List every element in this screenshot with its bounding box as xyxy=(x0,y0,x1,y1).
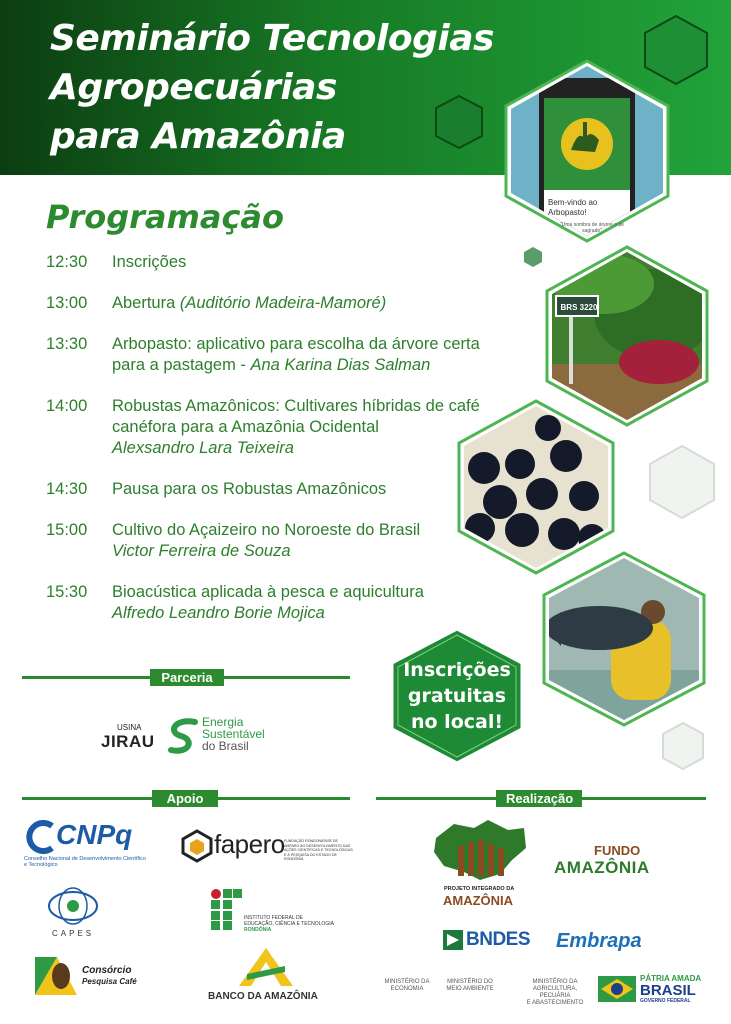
section-label-realizacao: Realização xyxy=(496,790,582,807)
schedule-text: Arbopasto: aplicativo para escolha da árvore certa para a pastagem - xyxy=(112,335,480,374)
jirau-logo: USINA JIRAU xyxy=(101,723,155,751)
schedule-speaker: Alexsandro Lara Teixeira xyxy=(112,439,294,457)
capes-logo-icon xyxy=(46,886,100,928)
bndes-logo-icon xyxy=(442,929,464,951)
schedule-speaker: Victor Ferreira de Souza xyxy=(112,542,291,560)
banco-amazonia-logo-text: BANCO DA AMAZÔNIA xyxy=(208,991,318,1002)
hexagon-decoration xyxy=(523,246,543,268)
schedule-text: Pausa para os Robustas Amazônicos xyxy=(112,480,387,498)
projeto-integrado-logo-text: AMAZÔNIA xyxy=(443,893,514,908)
projeto-integrado-logo-icon xyxy=(430,818,530,886)
projeto-integrado-logo-subtitle: PROJETO INTEGRADO DA xyxy=(444,886,515,892)
cnpq-logo-icon xyxy=(22,820,58,854)
hexagon-decoration xyxy=(434,94,484,150)
fundo-amazonia-logo: FUNDO AMAZÔNIA xyxy=(554,843,650,877)
schedule-time: 13:30 xyxy=(46,335,88,353)
banco-amazonia-logo-icon xyxy=(237,946,295,988)
schedule-text: Inscrições xyxy=(112,253,187,271)
brasil-flag-icon xyxy=(598,976,636,1002)
cnpq-logo-subtitle: Conselho Nacional de Desenvolvimento Científico e Tecnológico xyxy=(24,856,146,868)
brasil-governo-logo: PÁTRIA AMADA BRASIL GOVERNO FEDERAL xyxy=(640,974,702,1004)
embrapa-logo: Embrapa xyxy=(556,930,642,952)
capes-logo-text: CAPES xyxy=(52,929,95,938)
hexagon-decoration xyxy=(661,721,705,771)
ministerio-agricultura: MINISTÉRIO DA AGRICULTURA, PECUÁRIA E ABASTECIMENTO xyxy=(526,979,584,1006)
energia-logo-text: Energia Sustentável do Brasil xyxy=(202,715,265,753)
consorcio-cafe-logo-icon xyxy=(33,955,79,997)
ministerio-economia: MINISTÉRIO DA ECONOMIA xyxy=(384,979,430,992)
phone-greeting: Bem-vindo ao Arbopasto! xyxy=(548,198,598,217)
hexagon-decoration xyxy=(648,444,716,520)
energia-logo-icon xyxy=(165,716,201,756)
page-title: Seminário Tecnologias Agropecuárias para Amazônia xyxy=(50,18,494,157)
sign-code: BRS 3220 xyxy=(560,303,598,312)
schedule-text: Robustas Amazônicos: Cultivares híbridas de café canéfora para a Amazônia Ocidental xyxy=(112,397,480,436)
schedule-text: Bioacústica aplicada à pesca e aquicultura xyxy=(112,583,424,601)
free-registration-text: Inscrições gratuitas no local! xyxy=(403,659,511,733)
fapero-logo-subtitle: FUNDAÇÃO RONDONIENSE DE AMPARO AO DESENVOLVIMENTO DAS AÇÕES CIENTÍFICAS E TECNOLÓGICAS E À PESQUISA DO ESTADO DE RONDÔNIA xyxy=(284,839,353,862)
cnpq-logo-text: CNPq xyxy=(56,819,133,850)
schedule-time: 14:30 xyxy=(46,480,88,498)
fapero-logo-icon xyxy=(180,829,214,863)
schedule-time: 14:00 xyxy=(46,397,88,415)
schedule-time: 12:30 xyxy=(46,253,88,271)
schedule-text: Abertura xyxy=(112,294,180,312)
schedule-text: Cultivo do Açaizeiro no Noroeste do Brasil xyxy=(112,521,421,539)
phone-tagline: "Uma sombra de árvore o pé sagrado" xyxy=(559,222,625,234)
fish-photo-hexagon xyxy=(541,550,707,728)
ministerio-meio-ambiente: MINISTÉRIO DO MEIO AMBIENTE xyxy=(446,979,494,992)
section-label-parceria: Parceria xyxy=(150,669,224,686)
section-label-apoio: Apoio xyxy=(152,790,218,807)
schedule-place: (Auditório Madeira-Mamoré) xyxy=(179,294,387,312)
ifro-logo-text: INSTITUTO FEDERAL DE EDUCAÇÃO, CIÊNCIA E TECNOLOGIA RONDÔNIA xyxy=(244,915,334,933)
schedule-time: 15:00 xyxy=(46,521,88,539)
schedule-speaker: Alfredo Leandro Borie Mojica xyxy=(112,604,325,622)
schedule-speaker: Ana Karina Dias Salman xyxy=(250,356,431,374)
bndes-logo-text: BNDES xyxy=(466,929,531,950)
schedule-time: 13:00 xyxy=(46,294,88,312)
consorcio-cafe-logo-text: Consórcio Pesquisa Café xyxy=(82,965,137,986)
fapero-logo-text: fapero xyxy=(214,829,285,859)
ifro-logo-icon xyxy=(210,888,242,930)
schedule-time: 15:30 xyxy=(46,583,88,601)
schedule-title: Programação xyxy=(46,198,284,236)
